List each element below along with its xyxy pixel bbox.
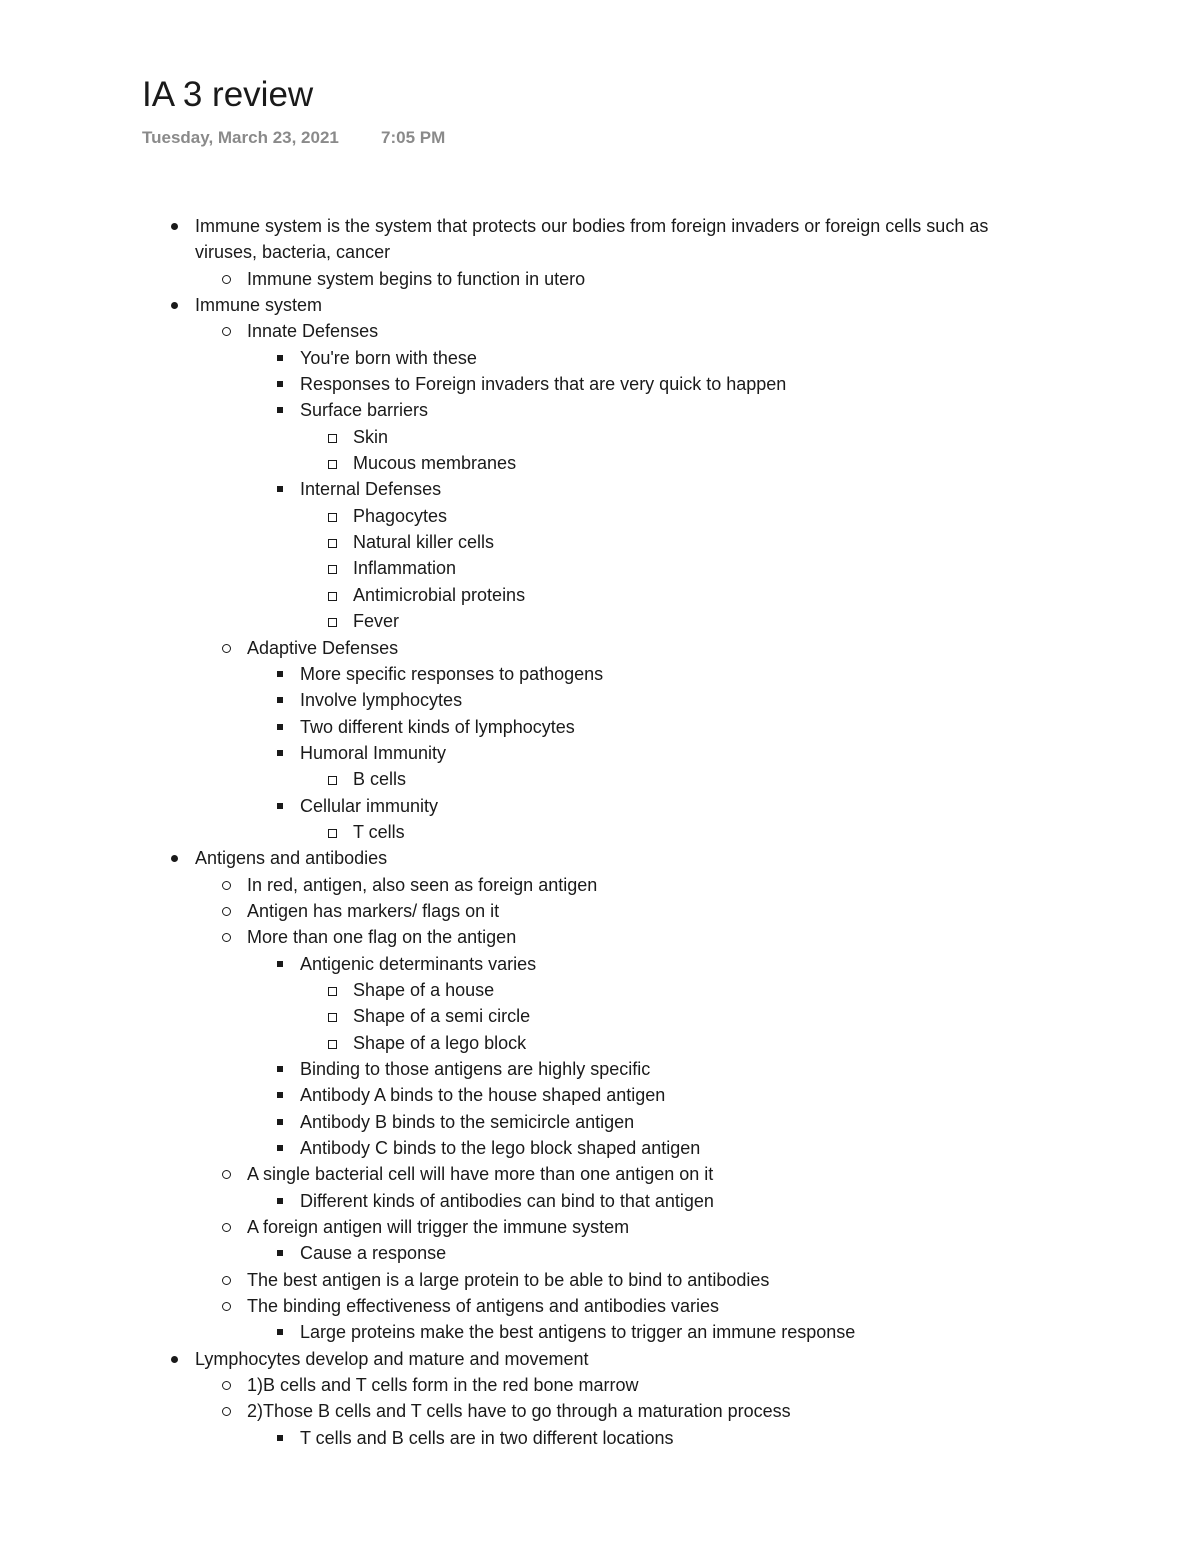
hollow-square-bullet-icon [328, 539, 337, 548]
outline-item-text: Immune system is the system that protects our bodies from foreign invaders or foreign cells such as viruses, bacteria, cancer [195, 216, 989, 263]
filled-square-bullet-icon [277, 381, 283, 387]
filled-circle-bullet-icon [171, 1356, 178, 1363]
outline-item-level-3 [0, 687, 1200, 713]
filled-square-bullet-icon [277, 355, 283, 361]
outline-item-text: Innate Defenses [247, 321, 379, 342]
outline-item-level-3 [0, 1135, 1200, 1161]
outline-item-level-3 [0, 951, 1200, 977]
hollow-circle-bullet-icon [222, 1223, 231, 1232]
hollow-circle-bullet-icon [222, 881, 231, 890]
outline-item-text: Large proteins make the best antigens to trigger an immune response [300, 1322, 856, 1343]
outline-item-level-4 [0, 450, 1200, 476]
outline-item-level-4 [0, 977, 1200, 1003]
outline-item-level-3 [0, 345, 1200, 371]
outline-item-text: Cellular immunity [300, 795, 439, 816]
filled-square-bullet-icon [277, 1119, 283, 1125]
outline-item-text: Immune system begins to function in utero [247, 268, 586, 289]
hollow-square-bullet-icon [328, 776, 337, 785]
outline-item-level-2 [0, 872, 1200, 898]
filled-square-bullet-icon [277, 961, 283, 967]
hollow-circle-bullet-icon [222, 1302, 231, 1311]
outline-item-text: Humoral Immunity [300, 742, 447, 763]
filled-square-bullet-icon [277, 750, 283, 756]
outline-item-level-2 [0, 1161, 1200, 1187]
outline-item-text: Lymphocytes develop and mature and movement [195, 1348, 589, 1369]
notes-outline [0, 213, 1200, 1451]
outline-item-text: Involve lymphocytes [300, 690, 463, 711]
outline-item-text: In red, antigen, also seen as foreign antigen [247, 874, 598, 895]
outline-item-level-4 [0, 503, 1200, 529]
hollow-circle-bullet-icon [222, 1170, 231, 1179]
outline-item-text: Surface barriers [300, 400, 429, 421]
filled-square-bullet-icon [277, 1092, 283, 1098]
outline-item-text: Different kinds of antibodies can bind to that antigen [300, 1190, 714, 1211]
outline-item-level-3 [0, 1082, 1200, 1108]
outline-item-level-1 [0, 1346, 1200, 1372]
outline-item-level-1 [0, 292, 1200, 318]
outline-item-level-3 [0, 661, 1200, 687]
outline-item-text: Two different kinds of lymphocytes [300, 716, 575, 737]
outline-item-level-2 [0, 1267, 1200, 1293]
outline-item-text: Antigens and antibodies [195, 848, 388, 869]
hollow-square-bullet-icon [328, 987, 337, 996]
filled-circle-bullet-icon [171, 855, 178, 862]
outline-item-level-3 [0, 1319, 1200, 1345]
outline-item-level-2 [0, 1293, 1200, 1319]
outline-item-level-4 [0, 608, 1200, 634]
outline-item-level-3 [0, 1188, 1200, 1214]
outline-item-level-3 [0, 714, 1200, 740]
outline-item-text: Mucous membranes [353, 453, 517, 474]
outline-item-text: You're born with these [300, 347, 477, 368]
outline-item-level-2 [0, 635, 1200, 661]
filled-square-bullet-icon [277, 803, 283, 809]
outline-item-text: Antibody B binds to the semicircle antigen [300, 1111, 635, 1132]
outline-item-level-3 [0, 740, 1200, 766]
filled-square-bullet-icon [277, 1145, 283, 1151]
page-title: IA 3 review [142, 75, 314, 114]
outline-item-level-4 [0, 582, 1200, 608]
filled-square-bullet-icon [277, 1250, 283, 1256]
outline-item-level-2 [0, 924, 1200, 950]
filled-square-bullet-icon [277, 724, 283, 730]
outline-item-text: T cells and B cells are in two different locations [300, 1427, 674, 1448]
hollow-square-bullet-icon [328, 434, 337, 443]
outline-item-text: Shape of a lego block [353, 1032, 527, 1053]
filled-square-bullet-icon [277, 407, 283, 413]
outline-item-level-2 [0, 898, 1200, 924]
hollow-circle-bullet-icon [222, 644, 231, 653]
outline-item-level-4 [0, 424, 1200, 450]
outline-item-level-3 [0, 397, 1200, 423]
outline-item-text: Antibody A binds to the house shaped antigen [300, 1085, 666, 1106]
hollow-circle-bullet-icon [222, 1407, 231, 1416]
outline-item-text: Antigen has markers/ flags on it [247, 900, 500, 921]
outline-item-text: More specific responses to pathogens [300, 663, 604, 684]
outline-item-level-4 [0, 1003, 1200, 1029]
page-time: 7:05 PM [381, 128, 446, 147]
hollow-circle-bullet-icon [222, 907, 231, 916]
outline-item-text: The best antigen is a large protein to be able to bind to antibodies [247, 1269, 770, 1290]
outline-item-level-1 [0, 845, 1200, 871]
hollow-square-bullet-icon [328, 618, 337, 627]
hollow-square-bullet-icon [328, 513, 337, 522]
outline-item-text: Shape of a semi circle [353, 1006, 531, 1027]
outline-item-level-3 [0, 476, 1200, 502]
outline-item-level-3 [0, 1056, 1200, 1082]
outline-item-level-2 [0, 1214, 1200, 1240]
outline-item-level-4 [0, 555, 1200, 581]
hollow-square-bullet-icon [328, 592, 337, 601]
outline-item-level-3 [0, 1240, 1200, 1266]
hollow-circle-bullet-icon [222, 275, 231, 284]
hollow-square-bullet-icon [328, 565, 337, 574]
outline-item-text: More than one flag on the antigen [247, 927, 517, 948]
hollow-circle-bullet-icon [222, 1276, 231, 1285]
filled-circle-bullet-icon [171, 223, 178, 230]
outline-item-text: Cause a response [300, 1243, 447, 1264]
outline-item-level-2 [0, 1372, 1200, 1398]
hollow-square-bullet-icon [328, 1040, 337, 1049]
outline-item-text: Binding to those antigens are highly specific [300, 1059, 651, 1079]
filled-square-bullet-icon [277, 697, 283, 703]
filled-circle-bullet-icon [171, 302, 178, 309]
outline-item-text: T cells [353, 821, 405, 842]
outline-item-text: Fever [353, 611, 400, 632]
filled-square-bullet-icon [277, 1329, 283, 1335]
outline-item-text: 2)Those B cells and T cells have to go through a maturation process [247, 1401, 791, 1422]
outline-item-level-1 [0, 213, 1200, 266]
filled-square-bullet-icon [277, 1435, 283, 1441]
outline-item-text: Responses to Foreign invaders that are very quick to happen [300, 374, 787, 395]
outline-item-text: A single bacterial cell will have more than one antigen on it [247, 1164, 714, 1185]
hollow-square-bullet-icon [328, 460, 337, 469]
hollow-square-bullet-icon [328, 829, 337, 838]
outline-item-level-4 [0, 766, 1200, 792]
outline-item-text: Inflammation [353, 558, 457, 579]
outline-item-text: Adaptive Defenses [247, 637, 399, 658]
outline-item-level-2 [0, 1398, 1200, 1424]
filled-square-bullet-icon [277, 671, 283, 677]
outline-item-text: Antigenic determinants varies [300, 953, 537, 974]
filled-square-bullet-icon [277, 486, 283, 492]
outline-item-text: A foreign antigen will trigger the immune system [247, 1217, 630, 1238]
hollow-circle-bullet-icon [222, 933, 231, 942]
outline-item-level-3 [0, 1109, 1200, 1135]
outline-item-level-3 [0, 793, 1200, 819]
outline-item-level-3 [0, 371, 1200, 397]
outline-item-text: Antibody C binds to the lego block shaped antigen [300, 1138, 701, 1159]
outline-item-text: Natural killer cells [353, 532, 495, 553]
outline-item-text: Phagocytes [353, 505, 448, 526]
outline-item-text: Shape of a house [353, 979, 495, 1000]
outline-item-text: 1)B cells and T cells form in the red bone marrow [247, 1375, 639, 1396]
outline-item-level-4 [0, 819, 1200, 845]
outline-item-level-4 [0, 529, 1200, 555]
outline-item-text: Skin [353, 426, 389, 447]
outline-item-text: Antimicrobial proteins [353, 584, 526, 605]
hollow-square-bullet-icon [328, 1013, 337, 1022]
hollow-circle-bullet-icon [222, 1381, 231, 1390]
filled-square-bullet-icon [277, 1066, 283, 1072]
outline-item-text: Immune system [195, 295, 323, 316]
outline-item-level-2 [0, 318, 1200, 344]
outline-item-level-3 [0, 1425, 1200, 1451]
outline-item-level-4 [0, 1030, 1200, 1056]
page-date: Tuesday, March 23, 2021 [142, 128, 339, 147]
outline-item-text: Internal Defenses [300, 479, 442, 500]
hollow-circle-bullet-icon [222, 327, 231, 336]
outline-item-text: The binding effectiveness of antigens and antibodies varies [247, 1296, 719, 1317]
outline-item-text: B cells [353, 769, 407, 790]
outline-item-level-2 [0, 266, 1200, 292]
filled-square-bullet-icon [277, 1198, 283, 1204]
